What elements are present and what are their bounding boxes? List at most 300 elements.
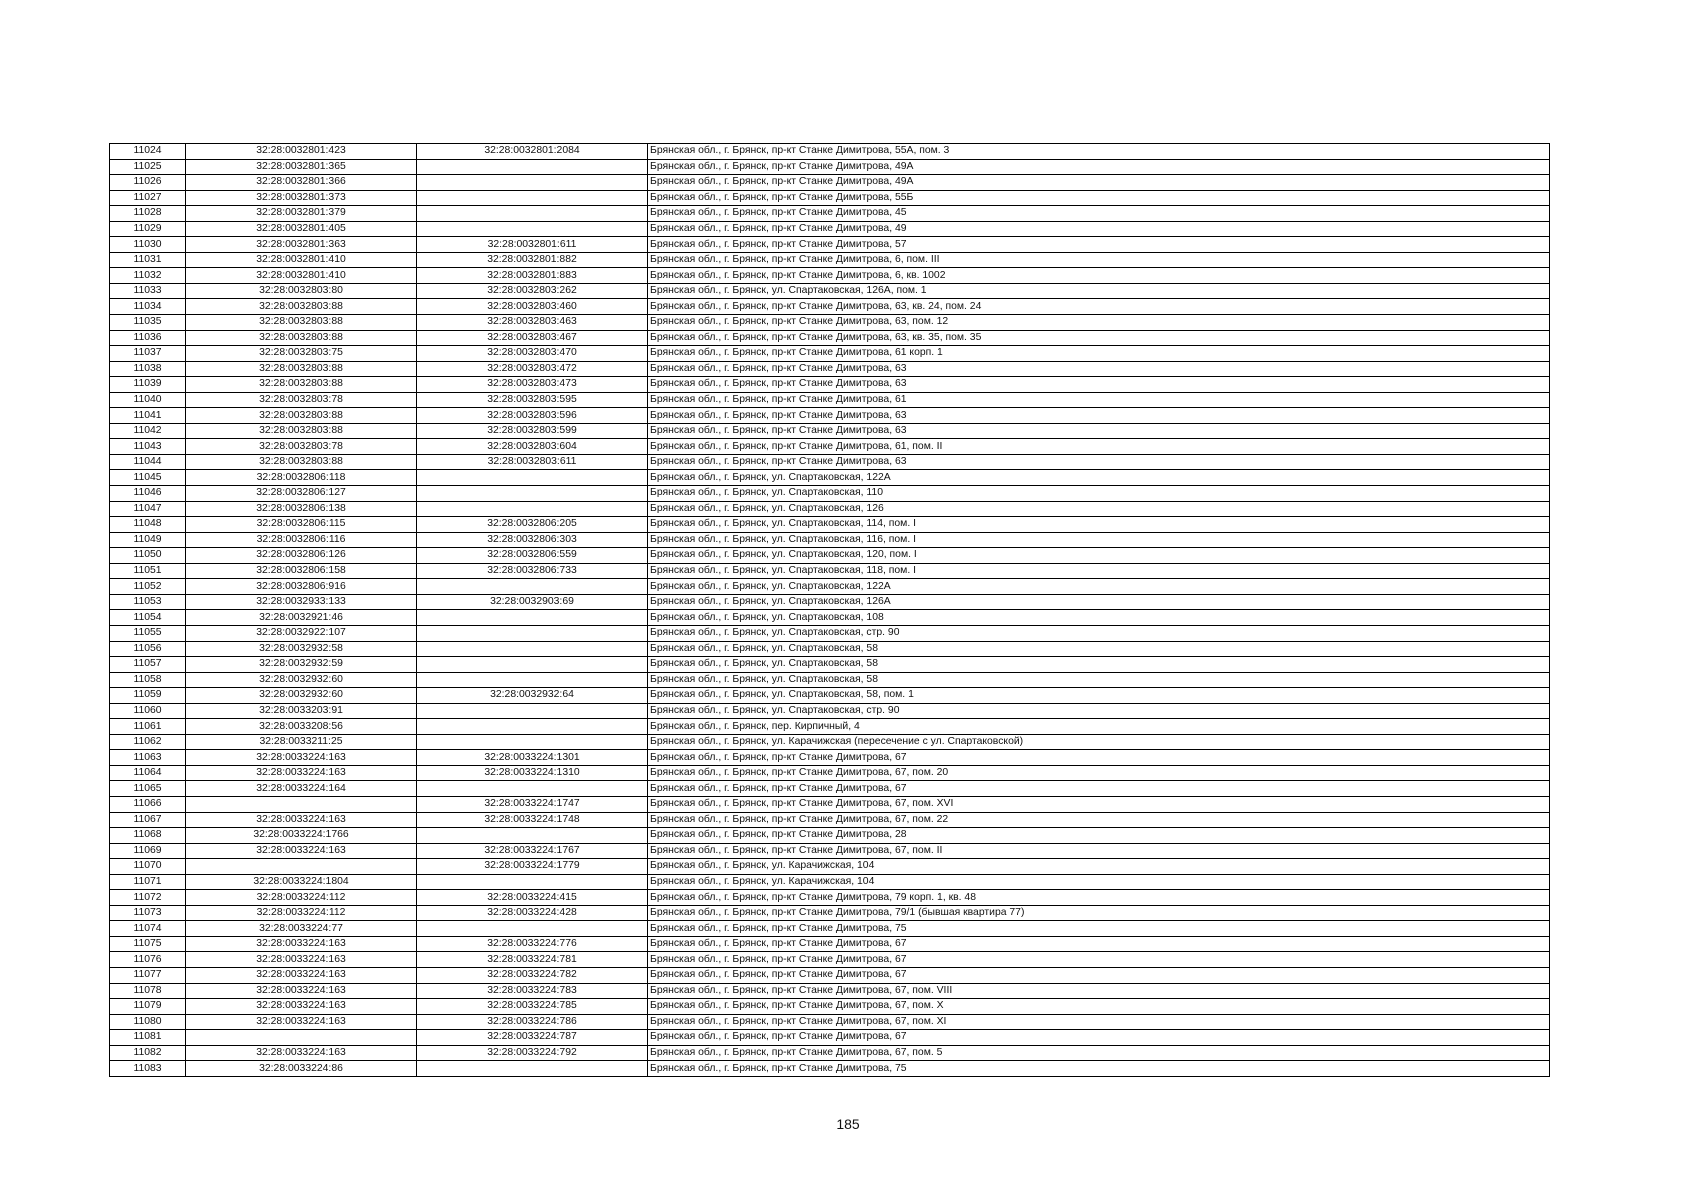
table-row xyxy=(110,1045,1550,1061)
row-number-cell: 11056 xyxy=(110,641,186,657)
address-cell: Брянская обл., г. Брянск, пр-кт Станке Димитрова, 67, пом. II xyxy=(648,843,1550,859)
cadastral-number-cell: 32:28:0033224:163 xyxy=(186,765,417,781)
related-cadastral-number-cell: 32:28:0032803:262 xyxy=(417,283,648,299)
row-number-cell: 11027 xyxy=(110,190,186,206)
address-cell: Брянская обл., г. Брянск, ул. Спартаковская, стр. 90 xyxy=(648,625,1550,641)
row-number-cell: 11052 xyxy=(110,579,186,595)
row-number-cell: 11050 xyxy=(110,548,186,564)
cadastral-number-cell: 32:28:0032803:80 xyxy=(186,283,417,299)
address-cell: Брянская обл., г. Брянск, пр-кт Станке Димитрова, 49А xyxy=(648,175,1550,191)
related-cadastral-number-cell xyxy=(417,221,648,237)
cadastral-number-cell: 32:28:0033203:91 xyxy=(186,703,417,719)
related-cadastral-number-cell: 32:28:0033224:1748 xyxy=(417,812,648,828)
cadastral-number-cell: 32:28:0032801:373 xyxy=(186,190,417,206)
row-number-cell: 11030 xyxy=(110,237,186,253)
row-number-cell: 11036 xyxy=(110,330,186,346)
cadastral-number-cell: 32:28:0032803:88 xyxy=(186,330,417,346)
cadastral-number-cell: 32:28:0032806:116 xyxy=(186,532,417,548)
table-row xyxy=(110,890,1550,906)
address-cell: Брянская обл., г. Брянск, ул. Спартаковская, 126А xyxy=(648,594,1550,610)
related-cadastral-number-cell: 32:28:0033224:415 xyxy=(417,890,648,906)
related-cadastral-number-cell: 32:28:0033224:1779 xyxy=(417,859,648,875)
table-row xyxy=(110,921,1550,937)
table-row xyxy=(110,330,1550,346)
cadastral-number-cell: 32:28:0032806:118 xyxy=(186,470,417,486)
row-number-cell: 11067 xyxy=(110,812,186,828)
row-number-cell: 11046 xyxy=(110,486,186,502)
related-cadastral-number-cell xyxy=(417,734,648,750)
related-cadastral-number-cell: 32:28:0033224:786 xyxy=(417,1014,648,1030)
row-number-cell: 11042 xyxy=(110,423,186,439)
related-cadastral-number-cell: 32:28:0032903:69 xyxy=(417,594,648,610)
address-cell: Брянская обл., г. Брянск, пр-кт Станке Димитрова, 67 xyxy=(648,750,1550,766)
table-row xyxy=(110,377,1550,393)
address-cell: Брянская обл., г. Брянск, ул. Спартаковская, 58, пом. 1 xyxy=(648,688,1550,704)
cadastral-number-cell: 32:28:0032803:78 xyxy=(186,439,417,455)
related-cadastral-number-cell: 32:28:0032803:611 xyxy=(417,454,648,470)
row-number-cell: 11054 xyxy=(110,610,186,626)
address-cell: Брянская обл., г. Брянск, пр-кт Станке Димитрова, 67 xyxy=(648,936,1550,952)
related-cadastral-number-cell xyxy=(417,641,648,657)
address-cell: Брянская обл., г. Брянск, пр-кт Станке Димитрова, 63 xyxy=(648,423,1550,439)
address-cell: Брянская обл., г. Брянск, пр-кт Станке Димитрова, 61 корп. 1 xyxy=(648,346,1550,362)
table-row xyxy=(110,454,1550,470)
address-cell: Брянская обл., г. Брянск, пр-кт Станке Димитрова, 61 xyxy=(648,392,1550,408)
row-number-cell: 11045 xyxy=(110,470,186,486)
cadastral-number-cell: 32:28:0032806:126 xyxy=(186,548,417,564)
related-cadastral-number-cell: 32:28:0033224:781 xyxy=(417,952,648,968)
table-row xyxy=(110,548,1550,564)
row-number-cell: 11041 xyxy=(110,408,186,424)
related-cadastral-number-cell: 32:28:0032803:460 xyxy=(417,299,648,315)
table-row xyxy=(110,672,1550,688)
row-number-cell: 11026 xyxy=(110,175,186,191)
related-cadastral-number-cell xyxy=(417,921,648,937)
cadastral-number-cell: 32:28:0033224:86 xyxy=(186,1061,417,1077)
table-row xyxy=(110,517,1550,533)
related-cadastral-number-cell xyxy=(417,625,648,641)
address-cell: Брянская обл., г. Брянск, пр-кт Станке Димитрова, 75 xyxy=(648,1061,1550,1077)
row-number-cell: 11044 xyxy=(110,454,186,470)
address-cell: Брянская обл., г. Брянск, ул. Спартаковская, 110 xyxy=(648,486,1550,502)
row-number-cell: 11049 xyxy=(110,532,186,548)
address-cell: Брянская обл., г. Брянск, пр-кт Станке Димитрова, 67 xyxy=(648,967,1550,983)
address-cell: Брянская обл., г. Брянск, ул. Спартаковская, 58 xyxy=(648,657,1550,673)
cadastral-number-cell: 32:28:0032803:75 xyxy=(186,346,417,362)
cadastral-number-cell: 32:28:0032932:60 xyxy=(186,672,417,688)
table-row xyxy=(110,999,1550,1015)
row-number-cell: 11081 xyxy=(110,1030,186,1046)
table-row xyxy=(110,859,1550,875)
address-cell: Брянская обл., г. Брянск, пр-кт Станке Димитрова, 67, пом. 5 xyxy=(648,1045,1550,1061)
table-row xyxy=(110,470,1550,486)
row-number-cell: 11025 xyxy=(110,159,186,175)
table-row xyxy=(110,579,1550,595)
related-cadastral-number-cell xyxy=(417,579,648,595)
related-cadastral-number-cell xyxy=(417,874,648,890)
cadastral-number-cell: 32:28:0033224:163 xyxy=(186,812,417,828)
table-row xyxy=(110,719,1550,735)
related-cadastral-number-cell: 32:28:0032801:883 xyxy=(417,268,648,284)
row-number-cell: 11039 xyxy=(110,377,186,393)
cadastral-number-cell: 32:28:0032801:410 xyxy=(186,252,417,268)
cadastral-number-cell: 32:28:0032801:379 xyxy=(186,206,417,222)
row-number-cell: 11032 xyxy=(110,268,186,284)
cadastral-number-cell: 32:28:0032803:88 xyxy=(186,361,417,377)
row-number-cell: 11060 xyxy=(110,703,186,719)
address-cell: Брянская обл., г. Брянск, пр-кт Станке Димитрова, 49А xyxy=(648,159,1550,175)
row-number-cell: 11080 xyxy=(110,1014,186,1030)
related-cadastral-number-cell xyxy=(417,781,648,797)
table-row xyxy=(110,1014,1550,1030)
cadastral-number-cell: 32:28:0032803:88 xyxy=(186,408,417,424)
cadastral-number-cell: 32:28:0033224:163 xyxy=(186,967,417,983)
address-cell: Брянская обл., г. Брянск, пр-кт Станке Димитрова, 67 xyxy=(648,1030,1550,1046)
related-cadastral-number-cell: 32:28:0033224:792 xyxy=(417,1045,648,1061)
cadastral-number-cell: 32:28:0032932:58 xyxy=(186,641,417,657)
cadastral-number-cell xyxy=(186,1030,417,1046)
row-number-cell: 11071 xyxy=(110,874,186,890)
table-row xyxy=(110,159,1550,175)
cadastral-number-cell: 32:28:0033224:164 xyxy=(186,781,417,797)
related-cadastral-number-cell xyxy=(417,657,648,673)
related-cadastral-number-cell: 32:28:0033224:1301 xyxy=(417,750,648,766)
related-cadastral-number-cell: 32:28:0032801:882 xyxy=(417,252,648,268)
cadastral-number-cell: 32:28:0032803:88 xyxy=(186,299,417,315)
address-cell: Брянская обл., г. Брянск, пр-кт Станке Димитрова, 79/1 (бывшая квартира 77) xyxy=(648,905,1550,921)
table-row xyxy=(110,423,1550,439)
table-row xyxy=(110,1030,1550,1046)
cadastral-number-cell: 32:28:0032806:127 xyxy=(186,486,417,502)
row-number-cell: 11072 xyxy=(110,890,186,906)
address-cell: Брянская обл., г. Брянск, ул. Спартаковская, 120, пом. I xyxy=(648,548,1550,564)
related-cadastral-number-cell: 32:28:0033224:782 xyxy=(417,967,648,983)
row-number-cell: 11035 xyxy=(110,315,186,331)
row-number-cell: 11043 xyxy=(110,439,186,455)
address-cell: Брянская обл., г. Брянск, пр-кт Станке Димитрова, 57 xyxy=(648,237,1550,253)
table-row xyxy=(110,299,1550,315)
address-cell: Брянская обл., г. Брянск, ул. Спартаковская, 116, пом. I xyxy=(648,532,1550,548)
row-number-cell: 11070 xyxy=(110,859,186,875)
related-cadastral-number-cell xyxy=(417,175,648,191)
cadastral-number-cell: 32:28:0033208:56 xyxy=(186,719,417,735)
address-cell: Брянская обл., г. Брянск, пр-кт Станке Димитрова, 67 xyxy=(648,952,1550,968)
table-row xyxy=(110,688,1550,704)
related-cadastral-number-cell xyxy=(417,486,648,502)
table-row xyxy=(110,750,1550,766)
related-cadastral-number-cell xyxy=(417,159,648,175)
cadastral-number-cell: 32:28:0032806:158 xyxy=(186,563,417,579)
table-row xyxy=(110,268,1550,284)
table-row xyxy=(110,315,1550,331)
related-cadastral-number-cell: 32:28:0032803:470 xyxy=(417,346,648,362)
related-cadastral-number-cell: 32:28:0032806:205 xyxy=(417,517,648,533)
cadastral-number-cell: 32:28:0032806:115 xyxy=(186,517,417,533)
cadastral-number-cell: 32:28:0032801:366 xyxy=(186,175,417,191)
table-row xyxy=(110,610,1550,626)
address-cell: Брянская обл., г. Брянск, пр-кт Станке Димитрова, 55А, пом. 3 xyxy=(648,144,1550,160)
row-number-cell: 11064 xyxy=(110,765,186,781)
address-cell: Брянская обл., г. Брянск, пр-кт Станке Димитрова, 67, пом. X xyxy=(648,999,1550,1015)
table-row xyxy=(110,1061,1550,1077)
address-cell: Брянская обл., г. Брянск, ул. Спартаковская, 122А xyxy=(648,470,1550,486)
cadastral-number-cell: 32:28:0033224:163 xyxy=(186,999,417,1015)
related-cadastral-number-cell: 32:28:0032803:463 xyxy=(417,315,648,331)
table-row xyxy=(110,175,1550,191)
address-cell: Брянская обл., г. Брянск, пр-кт Станке Димитрова, 63 xyxy=(648,361,1550,377)
table-row xyxy=(110,144,1550,160)
related-cadastral-number-cell: 32:28:0032801:611 xyxy=(417,237,648,253)
cadastral-number-cell: 32:28:0033224:163 xyxy=(186,936,417,952)
row-number-cell: 11051 xyxy=(110,563,186,579)
related-cadastral-number-cell: 32:28:0032803:472 xyxy=(417,361,648,377)
table-row xyxy=(110,843,1550,859)
row-number-cell: 11057 xyxy=(110,657,186,673)
related-cadastral-number-cell: 32:28:0033224:1767 xyxy=(417,843,648,859)
row-number-cell: 11031 xyxy=(110,252,186,268)
table-row xyxy=(110,563,1550,579)
cadastral-number-cell: 32:28:0033211:25 xyxy=(186,734,417,750)
address-cell: Брянская обл., г. Брянск, ул. Спартаковская, 58 xyxy=(648,641,1550,657)
address-cell: Брянская обл., г. Брянск, пр-кт Станке Димитрова, 67 xyxy=(648,781,1550,797)
row-number-cell: 11077 xyxy=(110,967,186,983)
related-cadastral-number-cell: 32:28:0032806:733 xyxy=(417,563,648,579)
table-row xyxy=(110,361,1550,377)
row-number-cell: 11034 xyxy=(110,299,186,315)
address-cell: Брянская обл., г. Брянск, пр-кт Станке Димитрова, 6, кв. 1002 xyxy=(648,268,1550,284)
cadastral-number-cell: 32:28:0033224:163 xyxy=(186,1014,417,1030)
cadastral-number-cell: 32:28:0032801:365 xyxy=(186,159,417,175)
related-cadastral-number-cell: 32:28:0032803:473 xyxy=(417,377,648,393)
table-row xyxy=(110,532,1550,548)
address-cell: Брянская обл., г. Брянск, пр-кт Станке Димитрова, 55Б xyxy=(648,190,1550,206)
cadastral-number-cell: 32:28:0033224:112 xyxy=(186,905,417,921)
address-cell: Брянская обл., г. Брянск, пр-кт Станке Димитрова, 67, пом. VIII xyxy=(648,983,1550,999)
address-cell: Брянская обл., г. Брянск, пр-кт Станке Димитрова, 63, кв. 35, пом. 35 xyxy=(648,330,1550,346)
row-number-cell: 11033 xyxy=(110,283,186,299)
row-number-cell: 11079 xyxy=(110,999,186,1015)
cadastral-number-cell: 32:28:0033224:163 xyxy=(186,750,417,766)
address-cell: Брянская обл., г. Брянск, пр-кт Станке Димитрова, 45 xyxy=(648,206,1550,222)
cadastral-number-cell xyxy=(186,859,417,875)
cadastral-number-cell: 32:28:0033224:1766 xyxy=(186,828,417,844)
row-number-cell: 11040 xyxy=(110,392,186,408)
address-cell: Брянская обл., г. Брянск, пр-кт Станке Димитрова, 79 корп. 1, кв. 48 xyxy=(648,890,1550,906)
address-cell: Брянская обл., г. Брянск, ул. Спартаковская, 108 xyxy=(648,610,1550,626)
row-number-cell: 11053 xyxy=(110,594,186,610)
table-row xyxy=(110,905,1550,921)
row-number-cell: 11082 xyxy=(110,1045,186,1061)
row-number-cell: 11076 xyxy=(110,952,186,968)
table-row xyxy=(110,252,1550,268)
table-row xyxy=(110,501,1550,517)
related-cadastral-number-cell: 32:28:0032803:604 xyxy=(417,439,648,455)
related-cadastral-number-cell xyxy=(417,672,648,688)
row-number-cell: 11063 xyxy=(110,750,186,766)
row-number-cell: 11065 xyxy=(110,781,186,797)
related-cadastral-number-cell xyxy=(417,828,648,844)
cadastral-number-cell: 32:28:0032801:363 xyxy=(186,237,417,253)
table-row xyxy=(110,828,1550,844)
row-number-cell: 11069 xyxy=(110,843,186,859)
address-cell: Брянская обл., г. Брянск, ул. Спартаковская, 114, пом. I xyxy=(648,517,1550,533)
registry-table-body xyxy=(110,144,1550,1077)
table-row xyxy=(110,967,1550,983)
related-cadastral-number-cell: 32:28:0033224:783 xyxy=(417,983,648,999)
address-cell: Брянская обл., г. Брянск, пр-кт Станке Димитрова, 67, пом. 20 xyxy=(648,765,1550,781)
cadastral-number-cell: 32:28:0033224:1804 xyxy=(186,874,417,890)
row-number-cell: 11074 xyxy=(110,921,186,937)
row-number-cell: 11048 xyxy=(110,517,186,533)
cadastral-number-cell: 32:28:0032803:88 xyxy=(186,315,417,331)
cadastral-number-cell: 32:28:0032933:133 xyxy=(186,594,417,610)
registry-table xyxy=(109,143,1550,1077)
related-cadastral-number-cell: 32:28:0033224:776 xyxy=(417,936,648,952)
related-cadastral-number-cell: 32:28:0032803:595 xyxy=(417,392,648,408)
cadastral-number-cell: 32:28:0032801:405 xyxy=(186,221,417,237)
cadastral-number-cell: 32:28:0032806:916 xyxy=(186,579,417,595)
address-cell: Брянская обл., г. Брянск, пр-кт Станке Димитрова, 63 xyxy=(648,408,1550,424)
related-cadastral-number-cell: 32:28:0032801:2084 xyxy=(417,144,648,160)
cadastral-number-cell: 32:28:0032803:88 xyxy=(186,377,417,393)
row-number-cell: 11029 xyxy=(110,221,186,237)
address-cell: Брянская обл., г. Брянск, ул. Карачижская, 104 xyxy=(648,874,1550,890)
cadastral-number-cell: 32:28:0032922:107 xyxy=(186,625,417,641)
table-row xyxy=(110,641,1550,657)
cadastral-number-cell: 32:28:0032806:138 xyxy=(186,501,417,517)
row-number-cell: 11062 xyxy=(110,734,186,750)
table-row xyxy=(110,952,1550,968)
table-row xyxy=(110,765,1550,781)
related-cadastral-number-cell xyxy=(417,719,648,735)
cadastral-number-cell: 32:28:0032801:410 xyxy=(186,268,417,284)
cadastral-number-cell: 32:28:0033224:77 xyxy=(186,921,417,937)
cadastral-number-cell: 32:28:0033224:163 xyxy=(186,952,417,968)
row-number-cell: 11073 xyxy=(110,905,186,921)
row-number-cell: 11055 xyxy=(110,625,186,641)
table-row xyxy=(110,936,1550,952)
cadastral-number-cell: 32:28:0032921:46 xyxy=(186,610,417,626)
page-number: 185 xyxy=(836,1116,860,1132)
cadastral-number-cell: 32:28:0033224:163 xyxy=(186,843,417,859)
address-cell: Брянская обл., г. Брянск, пр-кт Станке Димитрова, 63, пом. 12 xyxy=(648,315,1550,331)
address-cell: Брянская обл., г. Брянск, пр-кт Станке Димитрова, 63 xyxy=(648,377,1550,393)
table-row xyxy=(110,439,1550,455)
address-cell: Брянская обл., г. Брянск, ул. Карачижская (пересечение с ул. Спартаковской) xyxy=(648,734,1550,750)
row-number-cell: 11078 xyxy=(110,983,186,999)
related-cadastral-number-cell: 32:28:0032803:596 xyxy=(417,408,648,424)
address-cell: Брянская обл., г. Брянск, ул. Спартаковская, 58 xyxy=(648,672,1550,688)
related-cadastral-number-cell xyxy=(417,610,648,626)
cadastral-number-cell: 32:28:0032932:60 xyxy=(186,688,417,704)
row-number-cell: 11059 xyxy=(110,688,186,704)
cadastral-number-cell xyxy=(186,796,417,812)
address-cell: Брянская обл., г. Брянск, пр-кт Станке Димитрова, 49 xyxy=(648,221,1550,237)
related-cadastral-number-cell: 32:28:0033224:428 xyxy=(417,905,648,921)
address-cell: Брянская обл., г. Брянск, ул. Спартаковская, 126 xyxy=(648,501,1550,517)
row-number-cell: 11075 xyxy=(110,936,186,952)
address-cell: Брянская обл., г. Брянск, пр-кт Станке Димитрова, 67, пом. 22 xyxy=(648,812,1550,828)
row-number-cell: 11037 xyxy=(110,346,186,362)
table-row xyxy=(110,657,1550,673)
row-number-cell: 11068 xyxy=(110,828,186,844)
row-number-cell: 11083 xyxy=(110,1061,186,1077)
related-cadastral-number-cell xyxy=(417,190,648,206)
address-cell: Брянская обл., г. Брянск, пр-кт Станке Димитрова, 63 xyxy=(648,454,1550,470)
table-row xyxy=(110,625,1550,641)
address-cell: Брянская обл., г. Брянск, ул. Карачижская, 104 xyxy=(648,859,1550,875)
address-cell: Брянская обл., г. Брянск, пр-кт Станке Димитрова, 61, пом. II xyxy=(648,439,1550,455)
address-cell: Брянская обл., г. Брянск, пр-кт Станке Димитрова, 75 xyxy=(648,921,1550,937)
table-row xyxy=(110,206,1550,222)
table-row xyxy=(110,703,1550,719)
cadastral-number-cell: 32:28:0032801:423 xyxy=(186,144,417,160)
related-cadastral-number-cell xyxy=(417,470,648,486)
address-cell: Брянская обл., г. Брянск, пер. Кирпичный, 4 xyxy=(648,719,1550,735)
related-cadastral-number-cell: 32:28:0032803:599 xyxy=(417,423,648,439)
related-cadastral-number-cell xyxy=(417,1061,648,1077)
table-row xyxy=(110,346,1550,362)
row-number-cell: 11028 xyxy=(110,206,186,222)
table-row xyxy=(110,594,1550,610)
cadastral-number-cell: 32:28:0032932:59 xyxy=(186,657,417,673)
cadastral-number-cell: 32:28:0033224:163 xyxy=(186,1045,417,1061)
cadastral-number-cell: 32:28:0033224:163 xyxy=(186,983,417,999)
related-cadastral-number-cell xyxy=(417,206,648,222)
address-cell: Брянская обл., г. Брянск, пр-кт Станке Димитрова, 67, пом. XVI xyxy=(648,796,1550,812)
table-row xyxy=(110,392,1550,408)
cadastral-number-cell: 32:28:0032803:78 xyxy=(186,392,417,408)
cadastral-number-cell: 32:28:0032803:88 xyxy=(186,454,417,470)
address-cell: Брянская обл., г. Брянск, ул. Спартаковская, стр. 90 xyxy=(648,703,1550,719)
row-number-cell: 11058 xyxy=(110,672,186,688)
table-row xyxy=(110,408,1550,424)
address-cell: Брянская обл., г. Брянск, пр-кт Станке Димитрова, 28 xyxy=(648,828,1550,844)
cadastral-number-cell: 32:28:0032803:88 xyxy=(186,423,417,439)
table-row xyxy=(110,221,1550,237)
related-cadastral-number-cell xyxy=(417,703,648,719)
row-number-cell: 11024 xyxy=(110,144,186,160)
address-cell: Брянская обл., г. Брянск, пр-кт Станке Димитрова, 63, кв. 24, пом. 24 xyxy=(648,299,1550,315)
table-row xyxy=(110,812,1550,828)
related-cadastral-number-cell: 32:28:0033224:785 xyxy=(417,999,648,1015)
related-cadastral-number-cell: 32:28:0033224:1747 xyxy=(417,796,648,812)
table-row xyxy=(110,734,1550,750)
table-row xyxy=(110,796,1550,812)
related-cadastral-number-cell: 32:28:0033224:787 xyxy=(417,1030,648,1046)
table-row xyxy=(110,874,1550,890)
row-number-cell: 11038 xyxy=(110,361,186,377)
address-cell: Брянская обл., г. Брянск, ул. Спартаковская, 122А xyxy=(648,579,1550,595)
address-cell: Брянская обл., г. Брянск, ул. Спартаковская, 118, пом. I xyxy=(648,563,1550,579)
related-cadastral-number-cell xyxy=(417,501,648,517)
related-cadastral-number-cell: 32:28:0032806:559 xyxy=(417,548,648,564)
table-row xyxy=(110,781,1550,797)
related-cadastral-number-cell: 32:28:0033224:1310 xyxy=(417,765,648,781)
related-cadastral-number-cell: 32:28:0032803:467 xyxy=(417,330,648,346)
table-row xyxy=(110,283,1550,299)
address-cell: Брянская обл., г. Брянск, пр-кт Станке Димитрова, 67, пом. XI xyxy=(648,1014,1550,1030)
table-row xyxy=(110,190,1550,206)
table-row xyxy=(110,983,1550,999)
row-number-cell: 11047 xyxy=(110,501,186,517)
cadastral-number-cell: 32:28:0033224:112 xyxy=(186,890,417,906)
address-cell: Брянская обл., г. Брянск, ул. Спартаковская, 126А, пом. 1 xyxy=(648,283,1550,299)
row-number-cell: 11066 xyxy=(110,796,186,812)
related-cadastral-number-cell: 32:28:0032932:64 xyxy=(417,688,648,704)
address-cell: Брянская обл., г. Брянск, пр-кт Станке Димитрова, 6, пом. III xyxy=(648,252,1550,268)
table-row xyxy=(110,237,1550,253)
